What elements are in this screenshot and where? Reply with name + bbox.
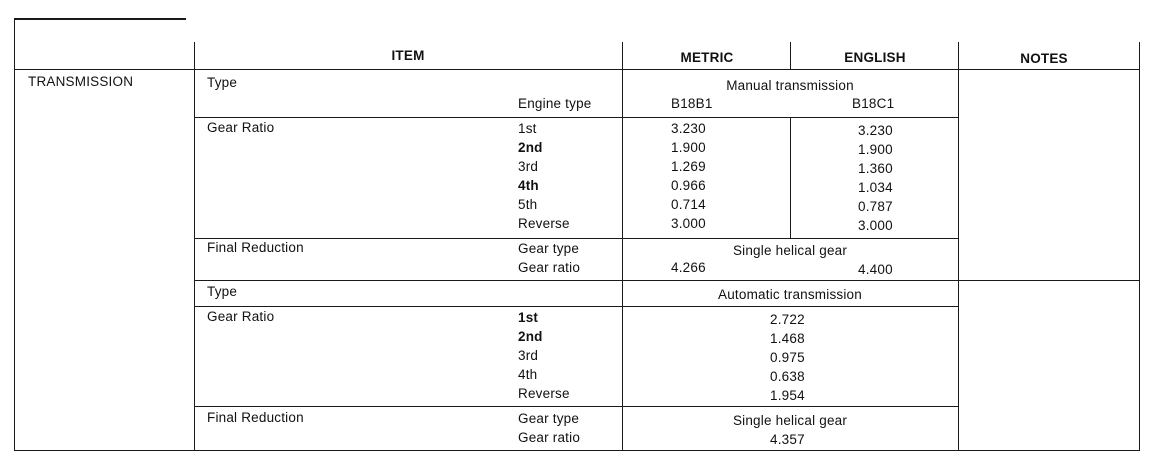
auto-gear-value: 1.954: [770, 388, 805, 403]
engine-english: B18C1: [852, 96, 895, 111]
auto-type-label: Type: [207, 284, 238, 299]
col-right-border: [1139, 42, 1140, 450]
rule-header-bottom: [14, 69, 1140, 70]
manual-gear-metric: 1.900: [671, 140, 706, 155]
auto-gear-value: 0.638: [770, 369, 805, 384]
col-notes-border: [958, 42, 959, 450]
manual-gear-name: Reverse: [518, 216, 570, 231]
col-item-border: [194, 42, 195, 450]
manual-gear-metric: 0.714: [671, 197, 706, 212]
rule-manual-final: [194, 280, 1140, 281]
auto-gear-ratio-label: Gear Ratio: [207, 309, 275, 324]
header-metric: METRIC: [680, 50, 734, 65]
auto-gear-name: 2nd: [518, 329, 543, 344]
manual-final-ratio-english: 4.400: [858, 262, 893, 277]
auto-gear-type-value: Single helical gear: [732, 413, 848, 428]
manual-gear-english: 1.900: [858, 142, 893, 157]
rule-auto-type: [194, 306, 959, 307]
manual-gear-name: 4th: [518, 178, 539, 193]
manual-gear-metric: 3.230: [671, 121, 706, 136]
manual-gear-english: 0.787: [858, 199, 893, 214]
manual-gear-english: 1.034: [858, 180, 893, 195]
manual-gear-english: 3.000: [858, 218, 893, 233]
manual-gear-metric: 0.966: [671, 178, 706, 193]
auto-final-ratio-value: 4.357: [770, 432, 805, 447]
manual-type-value: Manual transmission: [726, 78, 854, 93]
manual-gear-metric: 1.269: [671, 159, 706, 174]
col-metric-border: [622, 42, 623, 450]
auto-gear-name: 1st: [518, 310, 539, 325]
manual-gear-english: 3.230: [858, 123, 893, 138]
col-english-header-border: [790, 42, 791, 69]
rule-top: [14, 18, 186, 20]
manual-gear-english: 1.360: [858, 161, 893, 176]
rule-auto-gears: [194, 406, 959, 407]
manual-final-ratio-label: Gear ratio: [518, 260, 581, 275]
engine-metric: B18B1: [671, 96, 713, 111]
auto-final-reduction-label: Final Reduction: [207, 410, 304, 425]
header-notes: NOTES: [1020, 51, 1068, 66]
section-title: TRANSMISSION: [28, 74, 134, 89]
manual-gear-type-value: Single helical gear: [732, 243, 848, 258]
engine-type-label: Engine type: [518, 96, 592, 111]
manual-gear-name: 1st: [518, 121, 537, 136]
rule-manual-type: [194, 117, 959, 118]
header-item: ITEM: [391, 48, 425, 63]
auto-gear-value: 0.975: [770, 350, 805, 365]
manual-gear-name: 3rd: [518, 159, 539, 174]
manual-gear-type-label: Gear type: [518, 241, 580, 256]
col-left-border: [14, 18, 15, 450]
col-english-border-1: [790, 117, 791, 238]
manual-final-reduction-label: Final Reduction: [207, 240, 304, 255]
auto-gear-value: 1.468: [770, 331, 805, 346]
auto-gear-value: 2.722: [770, 312, 805, 327]
auto-gear-name: Reverse: [518, 386, 570, 401]
manual-gear-ratio-label: Gear Ratio: [207, 120, 275, 135]
rule-manual-gears: [194, 238, 959, 239]
auto-final-ratio-label: Gear ratio: [518, 430, 581, 445]
manual-gear-name: 5th: [518, 197, 538, 212]
manual-gear-name: 2nd: [518, 140, 543, 155]
manual-type-label: Type: [207, 75, 238, 90]
auto-gear-type-label: Gear type: [518, 411, 580, 426]
auto-gear-name: 3rd: [518, 348, 539, 363]
manual-gear-metric: 3.000: [671, 216, 706, 231]
auto-gear-name: 4th: [518, 367, 538, 382]
auto-type-value: Automatic transmission: [718, 287, 862, 302]
rule-bottom: [14, 450, 1140, 451]
header-english: ENGLISH: [844, 50, 906, 65]
manual-final-ratio-metric: 4.266: [671, 260, 706, 275]
